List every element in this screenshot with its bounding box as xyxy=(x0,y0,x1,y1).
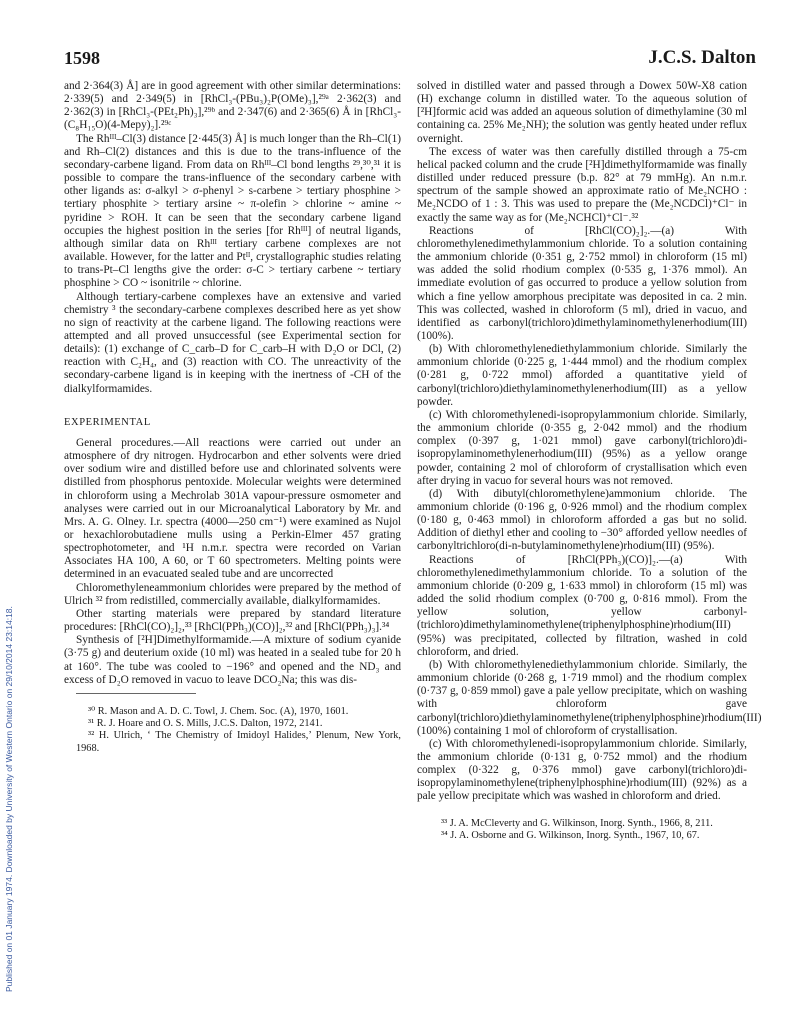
footnote: ³¹ R. J. Hoare and O. S. Mills, J.C.S. Dalton, 1972, 2141. xyxy=(88,718,323,730)
publication-sidebar[interactable]: Published on 01 January 1974. Downloaded by University of Western Ontario on 29/10/2014 23:14:18. xyxy=(4,606,14,992)
paragraph: (d) With dibutyl(chloromethylene)ammonium chloride. The ammonium chloride (0·196 g, 0·926 mmol) and the rhodium complex (0·180 g, 0·463 mmol) in chloroform afforded a gas but no solid. Addition of diethyl ether and cooling to −30° afforded yellow needles of carbonyltrichloro(di-n-butylaminomethylene)rhodium(III) (95%). xyxy=(417,487,747,553)
paragraph: (c) With chloromethylenedi-isopropylammonium chloride. Similarly, the ammonium chloride (0·355 g, 2·042 mmol) and the rhodium complex (0·397 g, 1·021 mmol) gave carbonyl(trichloro)di-isopropylaminomethylenerhodium(III) (95%) as a yellow orange powder, containing 2 mol of chloroform of crystallisation which even after drying in vacuo for several hours was not removed. xyxy=(417,408,747,487)
paragraph: The excess of water was then carefully distilled through a 75-cm helical packed column and the crude [²H]dimethylformamide was finally distilled under reduced pressure (b.p. 82° at 79 mmHg). An n.m.r. spectrum of the sample showed an approximate ratio of Me₂NCHO : Me₂NCDO of 1 : 3. This was used to prepare the (Me₂NCDCl)⁺Cl⁻ in exactly the same way as for (Me₂NCHCl)⁺Cl⁻.³² xyxy=(417,145,747,224)
paragraph: solved in distilled water and passed through a Dowex 50W-X8 cation (H) exchange column in distilled water. To the aqueous solution of [²H]formic acid was added an aqueous solution of dimethylamine (30 ml containing ca. 25% Me₂NH); the solution was gently heated under reflux overnight. xyxy=(417,80,747,145)
journal-title: J.C.S. Dalton xyxy=(648,47,756,68)
paragraph: General procedures.—All reactions were carried out under an atmosphere of dry nitrogen. Hydrocarbon and ether solvents were dried over sodium wire and distilled before use and chlorinated solvents were distilled from phosphorus pentoxide. Molecular weights were determined in chloroform using a Mechrolab 301A vapour-pressure osmometer and analyses were carried out in our Microanalytical Laboratory by Mr. and Mrs. A. G. Olney. I.r. spectra (4000—250 cm⁻¹) were examined as Nujol or hexachlorobutadiene mulls using a Perkin-Elmer 457 grating spectrophotometer, and ¹H n.m.r. spectra were recorded on Varian Associates HA 100, A 60, or T 60 spectrometers. Melting points were determined in an evacuated sealed tube and are uncorrected xyxy=(64,436,401,581)
paragraph: Reactions of [RhCl(PPh₃)(CO)]₂.—(a) With chloromethylenedimethylammonium chloride. To a solution of the ammonium chloride (0·209 g, 1·633 mmol) in chloroform (15 ml) was added the solid rhodium complex (0·700 g, 0·816 mmol). From the yellow solution, yellow carbonyl-(trichloro)dimethylaminomethylene(triphenylphosphine)rhodium(III) (95%) was precipitated, collected by filtration, washed in cold chloroform, and dried. xyxy=(417,553,747,658)
footnotes xyxy=(417,818,747,843)
footnote: ³⁰ R. Mason and A. D. C. Towl, J. Chem. Soc. (A), 1970, 1601. xyxy=(88,705,349,717)
paragraph: (c) With chloromethylenedi-isopropylammonium chloride. Similarly, the ammonium chloride (0·131 g, 0·752 mmol) and the rhodium complex (0·322 g, 0·376 mmol) gave carbonyl(trichloro)di-isopropylaminomethylene(triphenylphosphine)rhodium(III) (92%) as a pale yellow precipitate which was washed in chloroform and dried. xyxy=(417,737,747,803)
paragraph: (b) With chloromethylenediethylammonium chloride. Similarly, the ammonium chloride (0·268 g, 1·719 mmol) and the rhodium complex (0·737 g, 0·859 mmol) gave a pale yellow precipitate, which on washing with chloroform gave carbonyl(trichloro)diethylaminomethylene(triphenylphosphine)rhodium(III) (100%) containing 1 mol of chloroform of crystallisation. xyxy=(417,658,762,737)
paragraph: Synthesis of [²H]Dimethylformamide.—A mixture of sodium cyanide (3·75 g) and deuterium oxide (10 ml) was heated in a sealed tube for 20 h at 160°. The tube was cooled to −196° and opened and the ND₃ and excess of D₂O removed in vacuo to leave DCO₂Na; this was dis- xyxy=(64,634,401,686)
footnote: ³³ J. A. McCleverty and G. Wilkinson, Inorg. Synth., 1966, 8, 211. xyxy=(441,817,713,829)
paragraph: (b) With chloromethylenediethylammonium chloride. Similarly the ammonium chloride (0·225 g, 1·444 mmol) and the rhodium complex (0·281 g, 0·722 mmol) afforded a quantitative yield of carbonyl(trichloro)diethylaminomethylenerhodium(III) as a yellow powder. xyxy=(417,343,747,408)
right-column xyxy=(417,80,762,842)
footnote: ³² H. Ulrich, ‘ The Chemistry of Imidoyl Halides,’ Plenum, New York, 1968. xyxy=(76,730,401,754)
section-heading-experimental: EXPERIMENTAL xyxy=(64,416,151,428)
paragraph: Chloromethyleneammonium chlorides were prepared by the method of Ulrich ³² from redistilled, commercially available, dialkylformamides. xyxy=(64,581,401,607)
left-column xyxy=(64,80,401,755)
footnote: ³⁴ J. A. Osborne and G. Wilkinson, Inorg. Synth., 1967, 10, 67. xyxy=(441,829,700,841)
paragraph: Although tertiary-carbene complexes have an extensive and varied chemistry ³ the secondary-carbene complexes described here as yet show no sign of reactivity at the carbene ligand. The following reactions were attempted and all proved unsuccessful (see Experimental section for details): (1) exchange of C_carb–D for C_carb–H with D₂O or DCl, (2) reaction with C₂H₄, and (3) reaction with CO. The unreactivity of the secondary-carbene ligand is in keeping with the inertness of -CH of the dialkylformamides. xyxy=(64,290,401,395)
paragraph: Reactions of [RhCl(CO)₂]₂.—(a) With chloromethylenedimethylammonium chloride. To a solution containing the ammonium chloride (0·351 g, 2·752 mmol) in chloroform (15 ml) was added the solid rhodium complex (0·535 g, 1·376 mmol). An immediate evolution of gas occurred to produce a yellow solution from which a fine yellow amorphous precipitate was deposited in ca. 2 min. This was collected, washed in chloroform (5 ml), dried in vacuo, and identified as carbonyl(trichloro)dimethylaminomethylenerhodium(III) (100%). xyxy=(417,224,747,342)
footnotes xyxy=(64,706,401,755)
paragraph: The Rhᴵᴵᴵ–Cl(3) distance [2·445(3) Å] is much longer than the Rh–Cl(1) and Rh–Cl(2) distances and this is due to the trans-influence of the secondary-carbene ligand. From data on Rhᴵᴵᴵ–Cl bond lengths ²⁹,³⁰,³¹ it is possible to compare the trans-influence of the secondary carbene with other ligands as: σ-alkyl > σ-phenyl > s-carbene > tertiary phosphine > tertiary phosphite > tertiary arsine ~ π-olefin > chlorine ~ amine ~ pyridine > ROH. It can be seen that the secondary carbene ligand occupies the highest position in the series [for Rhᴵᴵᴵ] of neutral ligands, although similar data on Rhᴵᴵᴵ tertiary carbene complexes are not available. However, for the latter and Ptᴵᴵ, crystallographic studies relating to trans-Pt–Cl lengths give the order: σ-C > tertiary carbene ~ tertiary phosphine > CO ~ isonitrile ~ chlorine. xyxy=(64,132,401,290)
footnote-divider xyxy=(76,693,196,694)
paragraph: Other starting materials were prepared by standard literature procedures: [RhCl(CO)₂]₂,³³ [RhCl(PPh₃)(CO)]₂,³² and [RhCl(PPh₃)₃].³⁴ xyxy=(64,607,401,634)
page-number: 1598 xyxy=(64,48,100,68)
paragraph: and 2·364(3) Å] are in good agreement with other similar determinations: 2·339(5) and 2·349(5) in [RhCl₃-(PBu₃)₂P(OMe)₃],²⁹ᵃ 2·362(3) and 2·362(3) in [RhCl₃-(PEt₂Ph)₃],²⁹ᵇ and 2·347(6) and 2·365(6) Å in [RhCl₃-(C₈H₁₅O)(4-Mepy)₂].²⁹ᶜ xyxy=(64,80,401,132)
